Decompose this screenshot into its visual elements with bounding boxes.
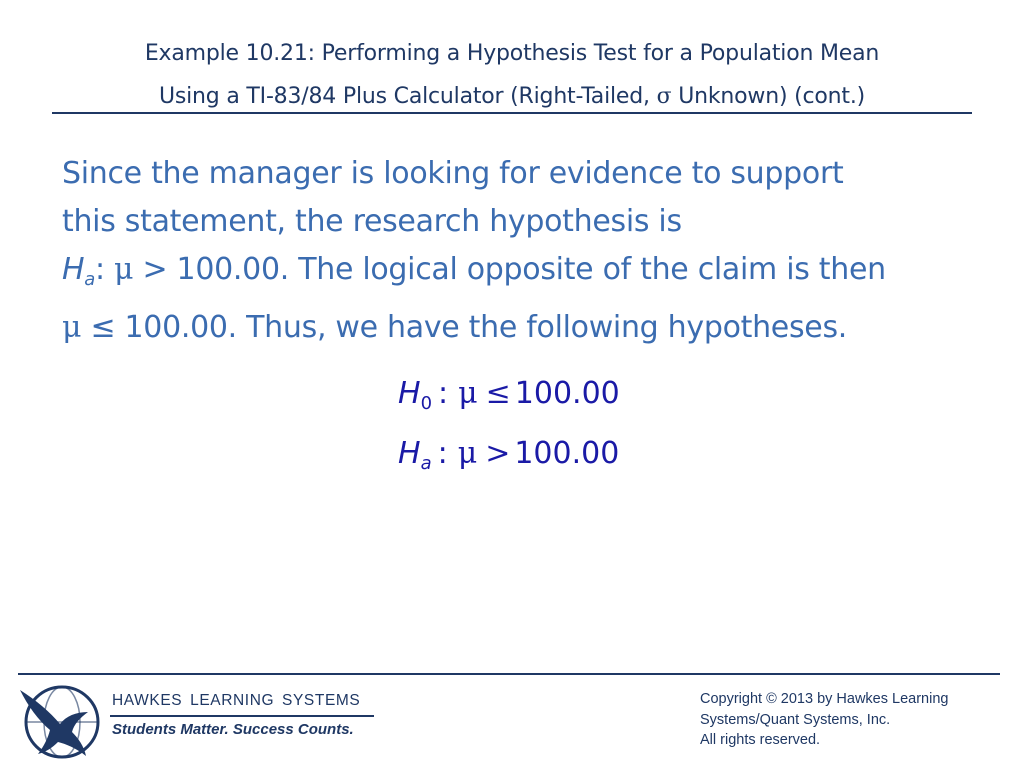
body-line-3-rest: > 100.00. The logical opposite of the claim is then bbox=[133, 252, 886, 287]
alt-colon: : bbox=[437, 436, 448, 471]
body-line-4 bbox=[62, 304, 982, 352]
title-divider bbox=[52, 112, 972, 114]
alt-mu-symbol: μ bbox=[457, 436, 478, 471]
body-line-2: this statement, the research hypothesis is bbox=[62, 204, 682, 239]
title-line-2-suffix: Unknown) (cont.) bbox=[671, 84, 866, 109]
null-value: 100.00 bbox=[514, 376, 620, 411]
body-paragraph bbox=[62, 150, 982, 352]
h-variable: H bbox=[62, 252, 85, 287]
footer-divider bbox=[18, 673, 1000, 675]
title-line-1: Example 10.21: Performing a Hypothesis Test for a Population Mean bbox=[144, 41, 880, 66]
mu-symbol: μ bbox=[114, 252, 134, 287]
null-colon: : bbox=[438, 376, 449, 411]
copyright-line-2: Systems/Quant Systems, Inc. bbox=[700, 711, 891, 728]
alt-operator: > bbox=[485, 436, 511, 471]
title-line-2-prefix: Using a TI-83/84 Plus Calculator (Right-Tailed, bbox=[158, 84, 657, 109]
null-h-subscript: 0 bbox=[420, 393, 433, 414]
alt-h-subscript: a bbox=[420, 453, 432, 474]
body-line-4-rest: ≤ 100.00. Thus, we have the following hypotheses. bbox=[81, 310, 848, 345]
brand-tagline: Students Matter. Success Counts. bbox=[112, 721, 354, 738]
alt-value: 100.00 bbox=[514, 436, 620, 471]
sigma-symbol: σ bbox=[656, 84, 672, 109]
alternative-hypothesis bbox=[398, 436, 619, 474]
alt-h-variable: H bbox=[398, 436, 421, 471]
colon: : bbox=[95, 252, 115, 287]
body-line-3 bbox=[62, 246, 982, 304]
copyright-line-3: All rights reserved. bbox=[700, 732, 821, 748]
null-mu-symbol: μ bbox=[458, 376, 478, 411]
null-hypothesis bbox=[398, 376, 620, 414]
body-line-1: Since the manager is looking for evidence to support bbox=[62, 156, 844, 191]
mu-symbol: μ bbox=[62, 310, 82, 345]
null-h-variable: H bbox=[398, 376, 421, 411]
null-operator: ≤ bbox=[485, 376, 511, 411]
copyright-notice bbox=[700, 689, 948, 751]
hawk-globe-logo-icon bbox=[16, 682, 102, 762]
slide-title bbox=[52, 32, 972, 118]
copyright-line-1: Copyright © 2013 by Hawkes Learning bbox=[700, 691, 949, 707]
brand-name: HAWKES LEARNING SYSTEMS bbox=[112, 692, 361, 709]
brand-divider bbox=[110, 715, 374, 717]
h-subscript: a bbox=[84, 269, 95, 290]
